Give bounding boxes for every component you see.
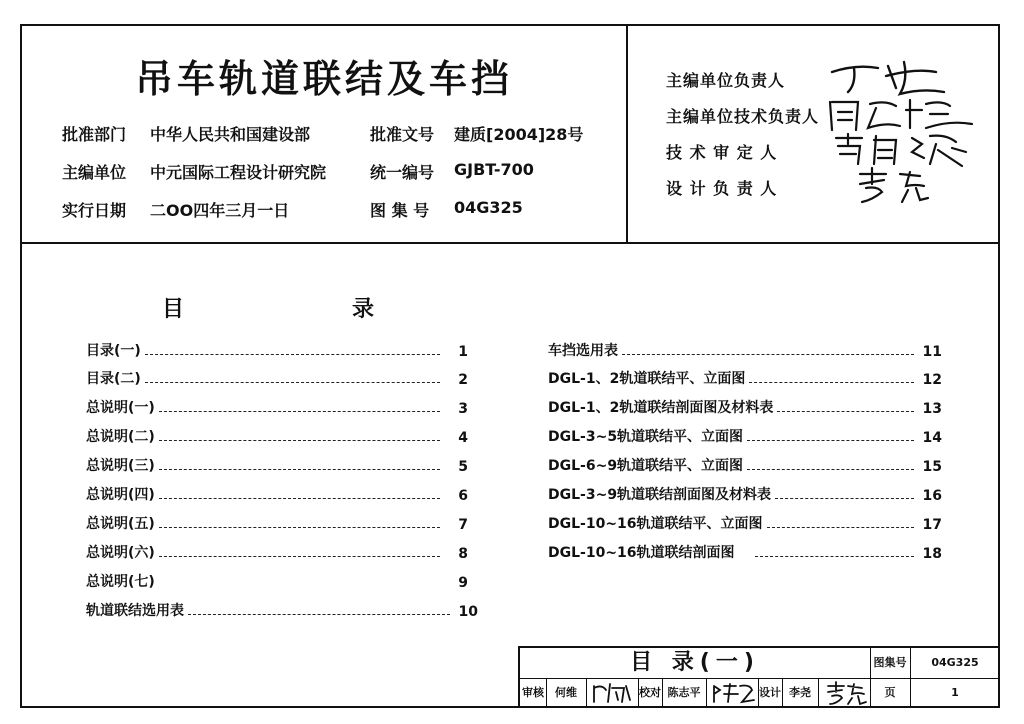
toc-item-title: 总说明(三) — [86, 458, 155, 474]
toc-item-page: 8 — [458, 546, 468, 562]
toc-item-page: 1 — [458, 344, 468, 360]
responsible-row — [666, 136, 996, 166]
leader-dots — [159, 411, 440, 412]
leader-dots — [747, 469, 914, 470]
toc-item[interactable] — [86, 366, 468, 388]
info-label: 主编单位 — [62, 163, 127, 182]
toc-item[interactable] — [548, 338, 942, 360]
info-row-editor — [62, 160, 622, 184]
leader-dots — [622, 354, 914, 355]
leader-dots — [159, 469, 440, 470]
info-value: 中元国际工程设计研究院 — [150, 163, 327, 182]
divider — [586, 678, 587, 708]
divider — [818, 678, 819, 708]
header-left — [22, 26, 628, 242]
toc-item[interactable] — [86, 540, 468, 562]
toc-item-title: DGL-3~9轨道联结剖面图及材料表 — [548, 487, 772, 503]
toc-item-page: 6 — [458, 488, 468, 504]
leader-dots — [145, 354, 440, 355]
info-label: 图 集 号 — [370, 201, 430, 220]
signature-image — [826, 94, 976, 134]
leader-dots — [188, 614, 450, 615]
toc-item-page: 2 — [458, 372, 468, 388]
toc-item-page: 17 — [922, 517, 942, 533]
info-value: 建质[2004]28号 — [454, 125, 584, 144]
responsible-role: 设 计 负 责 人 — [666, 179, 778, 198]
toc-item-page: 3 — [458, 401, 468, 417]
page-label: 页 — [884, 686, 896, 699]
divider — [706, 678, 707, 708]
toc-item-page: 11 — [922, 344, 942, 360]
info-label: 批准文号 — [370, 125, 435, 144]
leader-dots — [159, 556, 440, 557]
toc-item-title: DGL-1、2轨道联结平、立面图 — [548, 371, 746, 387]
responsible-role: 主编单位负责人 — [666, 71, 786, 90]
atlas-number: 04G325 — [931, 656, 979, 669]
signature-image — [826, 130, 976, 170]
design-signature-image — [822, 680, 868, 706]
leader-dots — [145, 382, 440, 383]
toc-item-page: 18 — [922, 546, 942, 562]
leader-dots — [775, 498, 914, 499]
leader-dots — [767, 527, 914, 528]
toc-item-page: 15 — [922, 459, 942, 475]
info-value: GJBT-700 — [454, 160, 534, 179]
leader-dots — [159, 527, 440, 528]
toc-item[interactable] — [548, 424, 942, 446]
toc-item-page: 12 — [922, 372, 942, 388]
toc-item-title: DGL-3~5轨道联结平、立面图 — [548, 429, 744, 445]
toc-title-left: 目 — [162, 297, 185, 322]
toc-item-title: 目录(二) — [86, 371, 141, 387]
info-value: 二OO四年三月一日 — [150, 201, 290, 220]
leader-dots — [747, 440, 914, 441]
toc-item[interactable] — [86, 598, 478, 620]
signature-image — [826, 58, 976, 98]
review-label: 审核 — [522, 686, 544, 699]
design-label: 设计 — [759, 686, 781, 699]
info-row-approval — [62, 122, 622, 146]
info-label: 统一编号 — [370, 163, 435, 182]
check-label: 校对 — [639, 686, 661, 699]
leader-dots — [777, 411, 914, 412]
review-signature-image — [590, 680, 634, 706]
signature-image — [826, 166, 976, 206]
responsible-row — [666, 64, 996, 94]
toc-item-page: 7 — [458, 517, 468, 533]
check-signature-image — [710, 680, 756, 706]
responsible-role: 主编单位技术负责人 — [666, 107, 820, 126]
page-number: 1 — [951, 686, 959, 699]
toc-item-title: DGL-1、2轨道联结剖面图及材料表 — [548, 400, 774, 416]
atlas-label: 图集号 — [873, 656, 907, 669]
responsible-row — [666, 172, 996, 202]
toc-item-title: DGL-10~16轨道联结剖面图 — [548, 545, 735, 561]
toc-item-page: 5 — [458, 459, 468, 475]
toc-item[interactable] — [86, 482, 468, 504]
info-row-date — [62, 198, 622, 222]
toc-item-page: 10 — [458, 604, 478, 620]
toc-item[interactable] — [548, 366, 942, 388]
info-label: 批准部门 — [62, 125, 127, 144]
responsible-row — [666, 100, 996, 130]
toc-item[interactable] — [548, 540, 942, 562]
leader-dots — [755, 556, 914, 557]
toc-item-title: DGL-10~16轨道联结平、立面图 — [548, 516, 763, 532]
toc-item-title: 总说明(七) — [86, 574, 155, 590]
toc-item[interactable] — [86, 395, 468, 417]
toc-item-title: 总说明(二) — [86, 429, 155, 445]
toc-item-title: 车挡选用表 — [548, 343, 618, 359]
toc-item-title: DGL-6~9轨道联结平、立面图 — [548, 458, 744, 474]
toc-item[interactable] — [548, 511, 942, 533]
sheet-title: 目 录(一) — [630, 650, 760, 675]
toc-item-title: 总说明(六) — [86, 545, 155, 561]
toc-item[interactable] — [86, 511, 468, 533]
review-name: 何维 — [555, 686, 577, 699]
info-value: 04G325 — [454, 198, 523, 217]
drawing-frame — [20, 24, 1000, 708]
toc-item-page: 14 — [922, 430, 942, 446]
toc-item-page: 4 — [458, 430, 468, 446]
responsible-persons — [628, 26, 998, 242]
toc-item-page: 16 — [922, 488, 942, 504]
toc-item[interactable] — [548, 395, 942, 417]
toc-item[interactable] — [86, 569, 468, 591]
toc-item-title: 总说明(一) — [86, 400, 155, 416]
toc-item[interactable] — [548, 453, 942, 475]
info-label: 实行日期 — [62, 201, 127, 220]
toc-item-title: 轨道联结选用表 — [86, 603, 184, 619]
leader-dots — [159, 498, 440, 499]
toc-item[interactable] — [86, 453, 468, 475]
design-name: 李尧 — [789, 686, 811, 699]
header-block — [22, 26, 998, 244]
toc-item-title: 总说明(四) — [86, 487, 155, 503]
toc-item[interactable] — [86, 424, 468, 446]
info-value: 中华人民共和国建设部 — [150, 125, 311, 144]
toc-item-title: 总说明(五) — [86, 516, 155, 532]
toc-item-title: 目录(一) — [86, 343, 141, 359]
title-block — [518, 646, 1000, 708]
toc-item-page: 13 — [922, 401, 942, 417]
toc-title-right: 录 — [352, 297, 375, 322]
atlas-title: 吊车轨道联结及车挡 — [134, 57, 513, 101]
leader-dots — [749, 382, 914, 383]
toc-item[interactable] — [548, 482, 942, 504]
toc-item-page: 9 — [458, 575, 468, 591]
leader-dots — [159, 440, 440, 441]
responsible-role: 技 术 审 定 人 — [666, 143, 778, 162]
toc-item[interactable] — [86, 338, 468, 360]
check-name: 陈志平 — [667, 686, 701, 699]
